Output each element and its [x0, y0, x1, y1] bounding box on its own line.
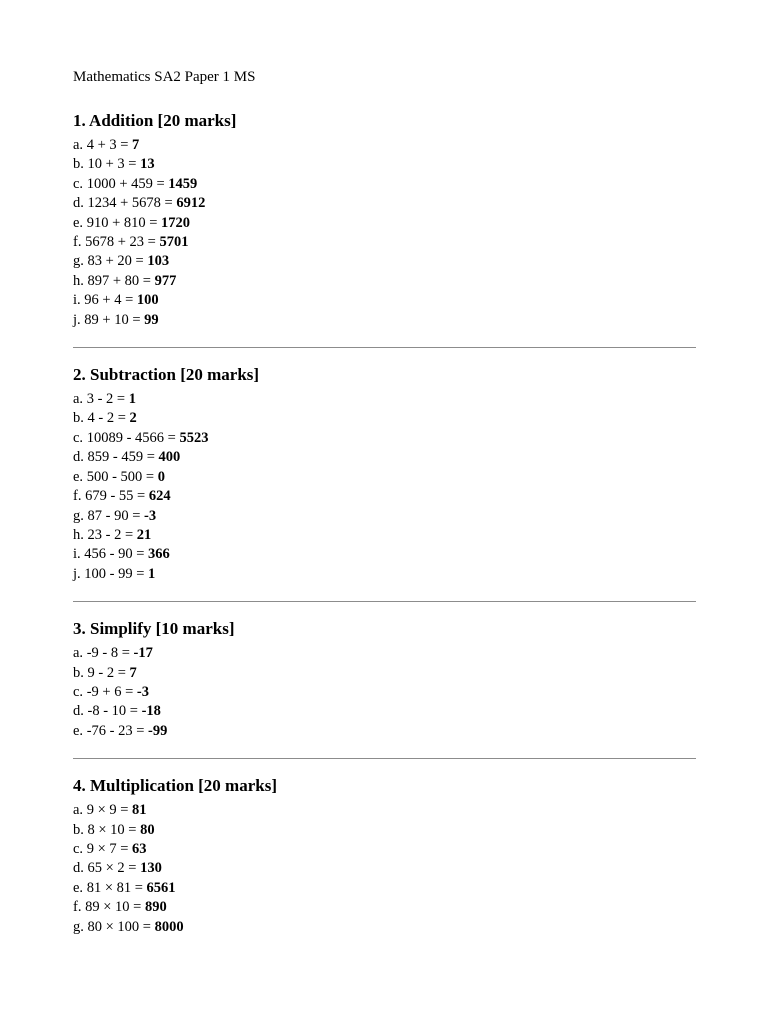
question-item [73, 801, 696, 820]
question-expression: 10089 - 4566 = [86, 429, 176, 446]
answer-value: 400 [158, 449, 181, 466]
question-item [73, 448, 696, 467]
question-label: e. [73, 214, 84, 231]
question-list [73, 390, 696, 584]
question-label: d. [73, 449, 84, 466]
answer-value: 8000 [154, 918, 184, 935]
question-expression: 9 × 9 = [86, 802, 129, 819]
question-label: b. [73, 821, 84, 838]
section-heading: 4. Multiplication [20 marks] [73, 776, 277, 796]
question-item [73, 683, 696, 702]
question-label: d. [73, 703, 84, 720]
question-expression: 1234 + 5678 = [87, 195, 173, 212]
question-label: d. [73, 860, 84, 877]
question-item [73, 409, 696, 428]
question-expression: -9 + 6 = [86, 683, 134, 700]
question-label: i. [73, 546, 81, 563]
question-expression: 500 - 500 = [86, 468, 155, 485]
question-label: a. [73, 137, 84, 153]
question-label: f. [73, 234, 82, 251]
question-item [73, 507, 696, 526]
answer-value: 0 [157, 468, 165, 485]
question-item [73, 722, 696, 741]
question-expression: 80 × 100 = [87, 918, 151, 935]
question-expression: 1000 + 459 = [86, 175, 165, 192]
question-expression: 100 - 99 = [84, 565, 145, 582]
question-expression: 9 - 2 = [87, 664, 126, 681]
question-item [73, 194, 696, 213]
answer-value: 1459 [168, 175, 198, 192]
answer-value: -99 [148, 722, 168, 739]
answer-value: 1 [148, 565, 156, 582]
question-item [73, 545, 696, 564]
answer-value: 1720 [161, 214, 191, 231]
question-expression: 3 - 2 = [86, 391, 126, 408]
question-expression: 5678 + 23 = [85, 234, 156, 251]
section [73, 363, 696, 584]
question-item [73, 429, 696, 448]
section-heading: 1. Addition [20 marks] [73, 111, 237, 130]
question-expression: 96 + 4 = [84, 292, 134, 309]
question-item [73, 233, 696, 252]
question-item [73, 821, 696, 840]
section-divider [73, 347, 696, 348]
question-expression: 8 × 10 = [87, 821, 137, 838]
section-divider [73, 601, 696, 602]
answer-value: 7 [132, 137, 140, 153]
question-expression: 89 + 10 = [84, 311, 141, 328]
question-label: h. [73, 272, 84, 289]
question-expression: 679 - 55 = [85, 488, 146, 505]
question-label: b. [73, 156, 84, 173]
answer-value: 6912 [176, 195, 206, 212]
answer-value: 977 [154, 272, 177, 289]
question-label: f. [73, 488, 82, 505]
answer-value: 2 [129, 410, 137, 427]
question-label: g. [73, 918, 84, 935]
question-item [73, 859, 696, 878]
question-label: e. [73, 468, 84, 485]
question-list [73, 136, 696, 330]
question-item [73, 291, 696, 310]
answer-value: 130 [140, 860, 162, 877]
question-item [73, 898, 696, 917]
question-list [73, 644, 696, 741]
question-expression: 23 - 2 = [87, 526, 134, 543]
question-expression: 10 + 3 = [87, 156, 137, 173]
question-expression: 897 + 80 = [87, 272, 151, 289]
question-item [73, 272, 696, 291]
question-expression: -9 - 8 = [86, 645, 130, 662]
question-list [73, 801, 696, 937]
question-expression: -76 - 23 = [86, 722, 145, 739]
question-item [73, 526, 696, 545]
question-label: a. [73, 645, 84, 662]
answer-value: 13 [140, 156, 155, 173]
answer-value: 890 [144, 899, 167, 916]
question-item [73, 879, 696, 898]
answer-value: 6561 [146, 879, 176, 896]
answer-value: -18 [141, 703, 161, 720]
section [73, 774, 696, 937]
question-label: c. [73, 175, 84, 192]
question-label: j. [73, 311, 81, 328]
answer-value: 103 [147, 253, 170, 270]
question-expression: 456 - 90 = [84, 546, 145, 563]
question-label: c. [73, 840, 84, 857]
question-item [73, 175, 696, 194]
question-item [73, 214, 696, 233]
question-expression: 9 × 7 = [86, 840, 129, 857]
question-label: e. [73, 722, 84, 739]
section [73, 617, 696, 741]
question-item [73, 155, 696, 174]
question-label: d. [73, 195, 84, 212]
section [73, 109, 696, 330]
question-label: i. [73, 292, 81, 309]
question-label: c. [73, 683, 84, 700]
answer-value: 1 [128, 391, 136, 408]
sections-container [73, 109, 696, 937]
question-label: e. [73, 879, 84, 896]
question-item [73, 644, 696, 663]
document-title: Mathematics SA2 Paper 1 MS [73, 69, 256, 85]
question-expression: 89 × 10 = [85, 899, 142, 916]
question-item [73, 840, 696, 859]
question-item [73, 311, 696, 330]
question-label: c. [73, 429, 84, 446]
answer-value: 100 [136, 292, 159, 309]
question-label: f. [73, 899, 82, 916]
section-heading: 2. Subtraction [20 marks] [73, 365, 260, 385]
question-expression: 910 + 810 = [86, 214, 158, 231]
answer-value: 7 [129, 664, 137, 681]
section-divider [73, 758, 696, 759]
question-label: b. [73, 410, 84, 427]
question-expression: -8 - 10 = [87, 703, 138, 720]
section-heading: 3. Simplify [10 marks] [73, 619, 235, 639]
question-expression: 4 + 3 = [86, 137, 129, 153]
question-expression: 65 × 2 = [87, 860, 137, 877]
question-label: a. [73, 391, 84, 408]
answer-value: 366 [148, 546, 170, 563]
answer-value: 99 [144, 311, 159, 328]
question-item [73, 664, 696, 683]
answer-value: -3 [136, 683, 149, 700]
question-item [73, 702, 696, 721]
question-label: g. [73, 507, 84, 524]
question-label: h. [73, 526, 84, 543]
answer-value: 63 [132, 840, 147, 857]
question-expression: 859 - 459 = [87, 449, 155, 466]
question-item [73, 136, 696, 155]
question-expression: 81 × 81 = [86, 879, 143, 896]
question-item [73, 390, 696, 409]
question-label: j. [73, 565, 81, 582]
answer-value: 5701 [159, 234, 189, 251]
answer-value: -3 [144, 507, 157, 524]
answer-value: 5523 [179, 429, 209, 446]
question-item [73, 918, 696, 937]
answer-value: 81 [132, 802, 147, 819]
question-item [73, 487, 696, 506]
question-label: b. [73, 664, 84, 681]
question-item [73, 565, 696, 584]
question-item [73, 468, 696, 487]
question-expression: 87 - 90 = [87, 507, 141, 524]
question-expression: 83 + 20 = [87, 253, 144, 270]
answer-value: -17 [133, 645, 153, 662]
answer-value: 624 [148, 488, 171, 505]
question-label: a. [73, 802, 84, 819]
question-label: g. [73, 253, 84, 270]
answer-value: 21 [136, 526, 152, 543]
question-expression: 4 - 2 = [87, 410, 126, 427]
question-item [73, 252, 696, 271]
answer-value: 80 [140, 821, 155, 838]
